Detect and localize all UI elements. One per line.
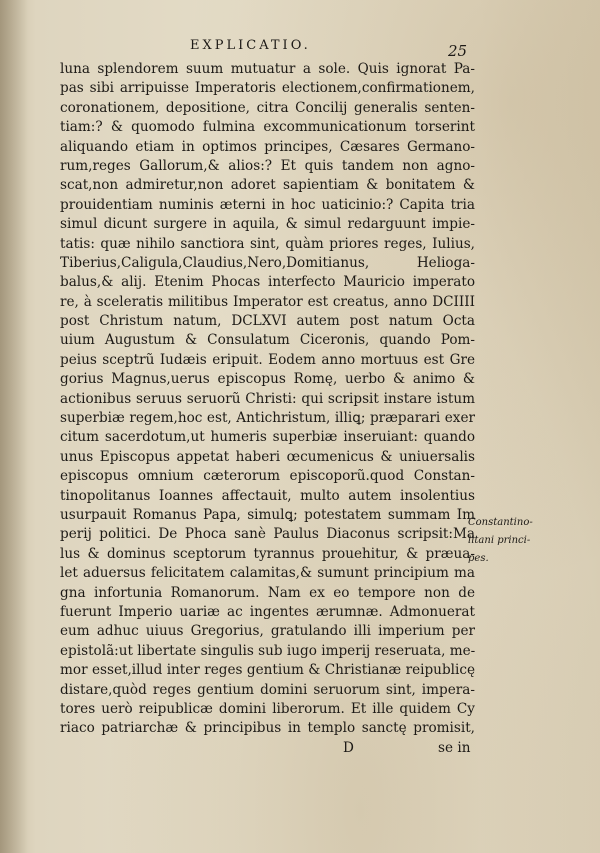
text-line: rum,reges Gallorum,& alios:? Et quis tandem non agno- [60, 157, 475, 174]
text-line: scat,non admiretur,non adoret sapientiam & bonitatem & [60, 177, 475, 194]
text-line: eum adhuc uiuus Gregorius, gratulando illi imperium per [60, 623, 475, 640]
folio-number: 25 [448, 42, 468, 60]
text-line: pas sibi arripuisse Imperatoris electionem,confirmationem, [60, 80, 475, 97]
text-line: perij politici. De Phoca sanè Paulus Diaconus scripsit:Ma [60, 526, 475, 543]
text-line: uium Augustum & Consulatum Ciceronis, quando Pom- [60, 332, 475, 349]
text-line: re, à sceleratis militibus Imperator est creatus, anno DCIIII [60, 293, 475, 310]
text-line: Tiberius,Caligula,Claudius,Nero,Domitianus, Helioga- [60, 254, 475, 271]
signature-mark: D [343, 740, 354, 756]
text-line: epistolã:ut libertate singulis sub iugo imperij reseruata, me- [60, 642, 476, 659]
text-line: distare,quòd reges gentium domini seruorum sint, impera- [60, 681, 475, 698]
text-line: riaco patriarchæ & principibus in templo sanctę promisit, [60, 720, 475, 737]
text-line: tores uerò reipublicæ domini liberorum. Et ille quidem Cy [60, 700, 475, 717]
text-line: let aduersus felicitatem calamitas,& sumunt principium ma [60, 565, 475, 582]
text-line: mor esset,illud inter reges gentium & Christianæ reipublicę [60, 662, 475, 679]
catchword: se in [438, 740, 471, 756]
text-line: prouidentiam numinis æterni in hoc uaticinio:? Capita tria [60, 196, 475, 213]
text-line: post Christum natum, DCLXVI autem post natum Octa [60, 313, 475, 330]
text-line: superbiæ regem,hoc est, Antichristum, illiꝗ; præparari exer [60, 410, 475, 427]
marginal-note-line: Constantino- [468, 517, 533, 528]
marginal-note [468, 514, 568, 568]
text-line: usurpauit Romanus Papa, simulꝗ; potestatem summam Im [60, 506, 475, 523]
text-line: fuerunt Imperio uariæ ac ingentes ærumnæ. Admonuerat [60, 603, 475, 620]
text-line: peius sceptrũ Iudæis eripuit. Eodem anno mortuus est Gre [60, 351, 475, 368]
marginal-note-line: litani princi- [468, 535, 531, 546]
text-line: balus,& alij. Etenim Phocas interfecto Mauricio imperato [60, 274, 475, 291]
text-line: episcopus omnium cæterorum episcoporũ.quod Constan- [60, 468, 475, 485]
text-line: luna splendorem suum mutuatur a sole. Quis ignorat Pa- [60, 61, 475, 77]
text-line: unus Episcopus appetat haberi œcumenicus & uniuersalis [60, 448, 475, 465]
gutter-shadow [0, 0, 28, 853]
text-line: gna infortunia Romanorum. Nam ex eo tempore non de [60, 584, 475, 601]
running-head: EXPLICATIO. [190, 38, 311, 53]
text-line: simul dicunt surgere in aquila, & simul redarguunt impie- [60, 216, 475, 233]
text-line: tatis: quæ nihilo sanctiora sint, quàm priores reges, Iulius, [60, 235, 475, 252]
text-line: aliquando etiam in optimos principes, Cæsares Germano- [60, 138, 475, 155]
text-line: lus & dominus sceptorum tyrannus prouehitur, & præua- [60, 545, 475, 562]
text-line: coronationem, depositione, citra Concilij generalis senten- [60, 99, 475, 116]
marginal-note-line: pes. [468, 553, 489, 564]
main-text-block [60, 60, 475, 739]
text-line: actionibus seruus seruorũ Christi: qui scripsit instare istum [60, 390, 475, 407]
text-line: tiam:? & quomodo fulmina excommunicationum torserint [60, 119, 475, 136]
text-line: gorius Magnus,uerus episcopus Romę, uerbo & animo & [60, 371, 475, 388]
text-line: tinopolitanus Ioannes affectauit, multo autem insolentius [60, 487, 475, 504]
text-line: citum sacerdotum,ut humeris superbiæ inseruiant: quando [60, 429, 475, 446]
